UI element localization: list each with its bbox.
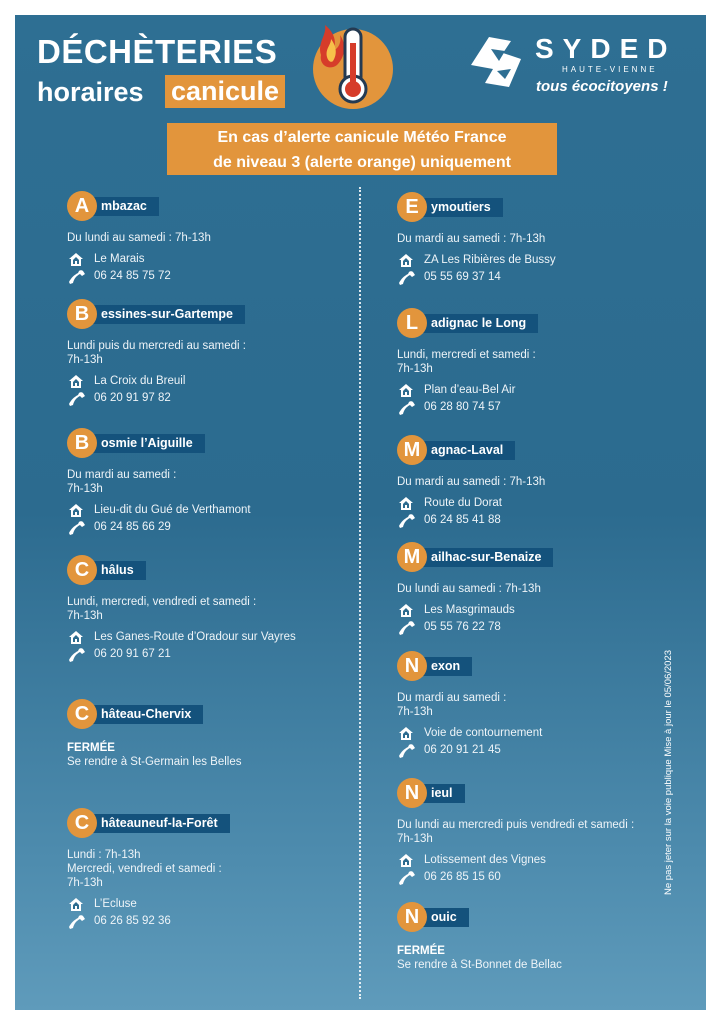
syded-logo-icon: [463, 31, 535, 95]
house-icon: [68, 374, 84, 389]
redirect-note: Se rendre à St-Bonnet de Bellac: [397, 959, 562, 971]
phone-line[interactable]: [67, 913, 357, 930]
entry-header: [397, 651, 687, 681]
phone-number[interactable]: 05 55 69 37 14: [424, 271, 501, 283]
entry-header: [397, 778, 687, 808]
address-text: Plan d’eau-Bel Air: [424, 384, 516, 396]
entry-header: [67, 808, 357, 838]
house-icon: [398, 853, 414, 868]
initial-letter-badge: A: [67, 191, 97, 221]
initial-letter-badge: C: [67, 555, 97, 585]
entry-header: [397, 192, 687, 222]
address-text: Les Ganes-Route d’Oradour sur Vayres: [94, 631, 296, 643]
dechetterie-entry: [397, 542, 687, 636]
dechetterie-entry: [397, 435, 687, 529]
phone-line[interactable]: [397, 399, 687, 416]
entry-header: [67, 191, 357, 221]
address-text: Les Masgrimauds: [424, 604, 515, 616]
dechetterie-entry: [397, 192, 687, 286]
entry-name-label: osmie l’Aiguille: [89, 434, 205, 453]
address-line: [397, 602, 687, 619]
address-line: [397, 382, 687, 399]
column-divider: [359, 187, 361, 999]
dechetterie-entry: [67, 299, 357, 407]
house-icon: [68, 503, 84, 518]
address-text: Lotissement des Vignes: [424, 854, 546, 866]
address-line: [67, 502, 357, 519]
dechetterie-entry: [67, 191, 357, 285]
closed-status: FERMÉE: [67, 742, 115, 754]
thermometer-fire-icon: [307, 21, 393, 111]
dechetterie-entry: [67, 699, 357, 769]
phone-number[interactable]: 06 26 85 15 60: [424, 871, 501, 883]
initial-letter-badge: C: [67, 808, 97, 838]
entry-name-label: hâteauneuf-la-Forêt: [89, 814, 230, 833]
entry-name-label: ailhac-sur-Benaize: [419, 548, 553, 567]
entry-header: [397, 902, 687, 932]
dechetterie-entry: [397, 778, 687, 886]
address-text: Le Marais: [94, 253, 145, 265]
phone-number[interactable]: 06 28 80 74 57: [424, 401, 501, 413]
brand-subtitle: HAUTE-VIENNE: [562, 65, 658, 74]
brand-name: SYDED: [535, 33, 677, 64]
entry-header: [67, 699, 357, 729]
phone-icon: [398, 743, 416, 758]
dechetterie-entry: [397, 308, 687, 416]
alert-banner-line2: de niveau 3 (alerte orange) uniquement: [213, 154, 511, 171]
initial-letter-badge: N: [397, 778, 427, 808]
dechetterie-entry: [67, 555, 357, 663]
opening-hours: Du mardi au samedi : 7h-13h: [67, 469, 177, 495]
opening-hours: Du mardi au samedi : 7h-13h: [397, 233, 546, 245]
entry-name-label: hâteau-Chervix: [89, 705, 203, 724]
dechetterie-entry: [67, 808, 357, 930]
entry-header: [67, 299, 357, 329]
poster: [15, 15, 706, 1010]
title-canicule: canicule: [165, 75, 285, 108]
side-note: Ne pas jeter sur la voie publique Mise à jour le 05/06/2023: [663, 649, 674, 895]
entry-header: [397, 435, 687, 465]
phone-icon: [68, 520, 86, 535]
opening-hours: Du lundi au samedi : 7h-13h: [67, 232, 211, 244]
initial-letter-badge: M: [397, 542, 427, 572]
phone-icon: [68, 647, 86, 662]
initial-letter-badge: M: [397, 435, 427, 465]
title-dechetteries: DÉCHÈTERIES: [37, 33, 278, 70]
phone-number[interactable]: 06 24 85 75 72: [94, 270, 171, 282]
entry-name-label: ouic: [419, 908, 469, 927]
address-line: [397, 495, 687, 512]
entry-name-label: essines-sur-Gartempe: [89, 305, 245, 324]
entry-name-label: ieul: [419, 784, 465, 803]
phone-line[interactable]: [67, 390, 357, 407]
phone-number[interactable]: 06 24 85 66 29: [94, 521, 171, 533]
address-line: [397, 852, 687, 869]
entry-name-label: agnac-Laval: [419, 441, 515, 460]
phone-number[interactable]: 06 20 91 67 21: [94, 648, 171, 660]
house-icon: [398, 603, 414, 618]
dechetterie-entry: [397, 651, 687, 759]
entry-name-label: hâlus: [89, 561, 146, 580]
house-icon: [68, 252, 84, 267]
address-line: [67, 251, 357, 268]
phone-icon: [398, 270, 416, 285]
phone-line[interactable]: [397, 742, 687, 759]
opening-hours: Du lundi au samedi : 7h-13h: [397, 583, 541, 595]
initial-letter-badge: B: [67, 428, 97, 458]
address-line: [397, 252, 687, 269]
phone-icon: [398, 400, 416, 415]
address-line: [67, 629, 357, 646]
house-icon: [398, 496, 414, 511]
phone-icon: [398, 870, 416, 885]
phone-line[interactable]: [397, 619, 687, 636]
address-text: Route du Dorat: [424, 497, 502, 509]
entry-name-label: exon: [419, 657, 472, 676]
phone-line[interactable]: [67, 268, 357, 285]
dechetterie-entry: [67, 428, 357, 536]
phone-icon: [398, 620, 416, 635]
phone-number[interactable]: 06 20 91 21 45: [424, 744, 501, 756]
opening-hours: Lundi, mercredi et samedi : 7h-13h: [397, 349, 536, 375]
address-line: [67, 373, 357, 390]
entry-name-label: adignac le Long: [419, 314, 538, 333]
redirect-note: Se rendre à St-Germain les Belles: [67, 756, 242, 768]
phone-line[interactable]: [67, 646, 357, 663]
phone-line[interactable]: [67, 519, 357, 536]
house-icon: [68, 630, 84, 645]
initial-letter-badge: E: [397, 192, 427, 222]
phone-line[interactable]: [397, 869, 687, 886]
house-icon: [398, 726, 414, 741]
address-text: La Croix du Breuil: [94, 375, 186, 387]
phone-icon: [398, 513, 416, 528]
address-text: L’Ecluse: [94, 898, 137, 910]
opening-hours: Du lundi au mercredi puis vendredi et samedi : 7h-13h: [397, 819, 635, 845]
address-line: [67, 896, 357, 913]
initial-letter-badge: N: [397, 651, 427, 681]
entry-header: [397, 542, 687, 572]
alert-banner-line1: En cas d’alerte canicule Météo France: [217, 129, 507, 146]
entry-name-label: ymoutiers: [419, 198, 503, 217]
house-icon: [398, 383, 414, 398]
opening-hours: Lundi : 7h-13h Mercredi, vendredi et samedi : 7h-13h: [67, 849, 222, 889]
phone-icon: [68, 391, 86, 406]
house-icon: [398, 253, 414, 268]
entry-name-label: mbazac: [89, 197, 159, 216]
initial-letter-badge: N: [397, 902, 427, 932]
opening-hours: Lundi puis du mercredi au samedi : 7h-13h: [67, 340, 246, 366]
phone-icon: [68, 269, 86, 284]
entry-header: [67, 428, 357, 458]
entry-header: [397, 308, 687, 338]
brand-slogan: tous écocitoyens !: [536, 78, 668, 95]
initial-letter-badge: L: [397, 308, 427, 338]
entry-header: [67, 555, 357, 585]
address-text: Lieu-dit du Gué de Verthamont: [94, 504, 251, 516]
opening-hours: Du mardi au samedi : 7h-13h: [397, 692, 507, 718]
alert-banner: [167, 123, 557, 175]
address-text: ZA Les Ribières de Bussy: [424, 254, 556, 266]
initial-letter-badge: C: [67, 699, 97, 729]
phone-line[interactable]: [397, 269, 687, 286]
house-icon: [68, 897, 84, 912]
dechetterie-entry: [397, 902, 687, 972]
phone-number[interactable]: 05 55 76 22 78: [424, 621, 501, 633]
phone-number[interactable]: 06 26 85 92 36: [94, 915, 171, 927]
title-horaires: horaires: [37, 77, 144, 107]
address-line: [397, 725, 687, 742]
phone-line[interactable]: [397, 512, 687, 529]
closed-status: FERMÉE: [397, 945, 445, 957]
opening-hours: Lundi, mercredi, vendredi et samedi : 7h-13h: [67, 596, 257, 622]
initial-letter-badge: B: [67, 299, 97, 329]
address-text: Voie de contournement: [424, 727, 543, 739]
phone-icon: [68, 914, 86, 929]
phone-number[interactable]: 06 24 85 41 88: [424, 514, 501, 526]
opening-hours: Du mardi au samedi : 7h-13h: [397, 476, 546, 488]
phone-number[interactable]: 06 20 91 97 82: [94, 392, 171, 404]
